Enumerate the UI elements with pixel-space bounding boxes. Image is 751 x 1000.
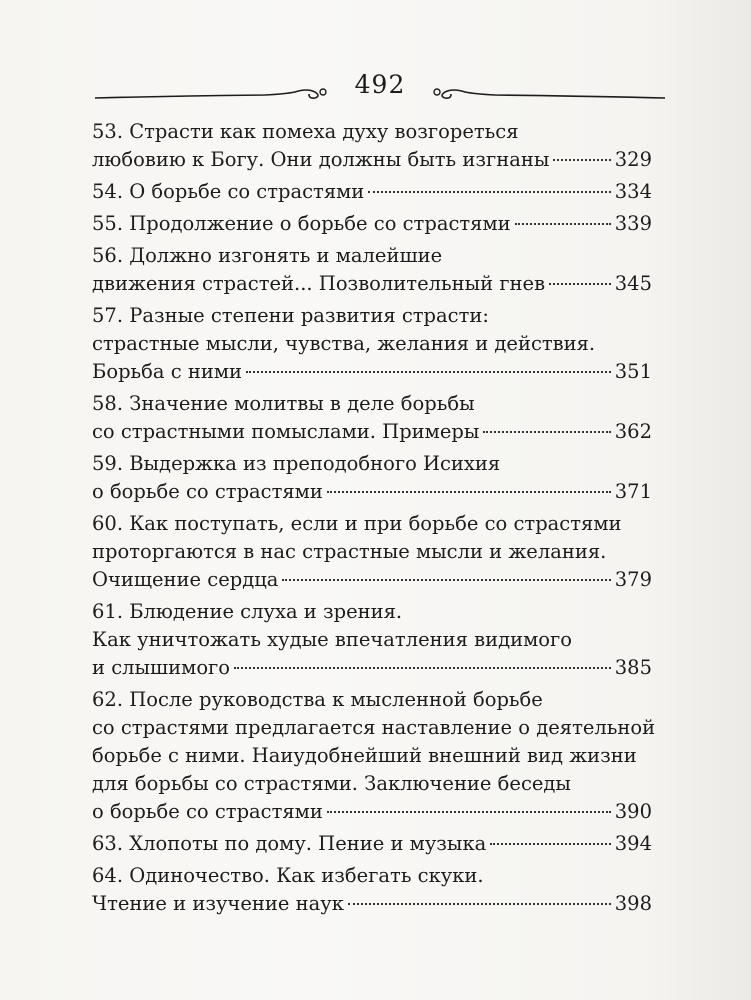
toc-entry	[92, 302, 652, 386]
dot-leader	[234, 667, 611, 669]
toc-entry-last-line	[92, 830, 652, 858]
toc-entry-line: 58. Значение молитвы в деле борьбы	[92, 392, 475, 415]
toc-entry-line: для борьбы со страстями. Заключение беседы	[92, 772, 571, 795]
toc-entry	[92, 450, 652, 506]
toc-entry	[92, 510, 652, 594]
toc-entry-line: 61. Блюдение слуха и зрения.	[92, 600, 403, 623]
toc-entry-last-line	[92, 178, 652, 206]
toc-entry-last-line	[92, 566, 652, 594]
toc-entry-page-number: 385	[614, 656, 652, 679]
page-header	[95, 60, 665, 120]
toc-entry-line: со страстями предлагается наставление о деятельной	[92, 716, 656, 739]
toc-entry-last-line	[92, 270, 652, 298]
toc-entry-line: Очищение сердца	[92, 568, 279, 591]
toc-entry-last-line	[92, 798, 652, 826]
toc-entry	[92, 178, 652, 206]
toc-entry-page-number: 398	[614, 892, 652, 915]
toc-entry-line: 56. Должно изгонять и малейшие	[92, 244, 443, 267]
toc-entry-line: о борьбе со страстями	[92, 800, 323, 823]
toc-entry-line: борьбе с ними. Наиудобнейший внешний вид жизни	[92, 744, 637, 767]
toc-entry-line: 64. Одиночество. Как избегать скуки.	[92, 864, 484, 887]
dot-leader	[246, 371, 611, 373]
toc-entry-page-number: 329	[614, 148, 652, 171]
toc-entry-line: 63. Хлопоты по дому. Пение и музыка	[92, 832, 487, 855]
toc-entry-line: любовию к Богу. Они должны быть изгнаны	[92, 148, 550, 171]
dot-leader	[348, 903, 611, 905]
toc-entry-last-line	[92, 654, 652, 682]
dot-leader	[282, 579, 610, 581]
table-of-contents	[92, 118, 656, 922]
toc-entry-line: 54. О борьбе со страстями	[92, 180, 365, 203]
toc-entry-page-number: 371	[614, 480, 652, 503]
toc-entry	[92, 390, 652, 446]
toc-entry-line: 59. Выдержка из преподобного Исихия	[92, 452, 501, 475]
dot-leader	[515, 223, 611, 225]
toc-entry-line: Чтение и изучение наук	[92, 892, 344, 915]
toc-entry-page-number: 351	[614, 360, 652, 383]
page-number: 492	[354, 70, 406, 99]
toc-entry	[92, 242, 652, 298]
toc-entry	[92, 686, 656, 826]
toc-entry-line: страстные мысли, чувства, желания и действия.	[92, 332, 596, 355]
dot-leader	[553, 159, 610, 161]
toc-entry-line: о борьбе со страстями	[92, 480, 323, 503]
toc-entry-line: 57. Разные степени развития страсти:	[92, 304, 489, 327]
dot-leader	[490, 843, 611, 845]
toc-entry-line: и слышимого	[92, 656, 231, 679]
toc-entry-line: 53. Страсти как помеха духу возгореться	[92, 120, 519, 143]
toc-entry-line: 60. Как поступать, если и при борьбе со страстями	[92, 512, 622, 535]
toc-entry	[92, 118, 652, 174]
toc-entry	[92, 210, 652, 238]
toc-entry-line: Борьба с ними	[92, 360, 243, 383]
toc-entry-last-line	[92, 210, 652, 238]
toc-entry-line: 55. Продолжение о борьбе со страстями	[92, 212, 511, 235]
toc-entry-page-number: 379	[614, 568, 652, 591]
dot-leader	[368, 191, 610, 193]
dot-leader	[549, 283, 611, 285]
right-ornament-icon	[430, 86, 665, 104]
toc-entry-last-line	[92, 358, 652, 386]
toc-entry-last-line	[92, 890, 652, 918]
toc-entry-last-line	[92, 478, 652, 506]
toc-entry-page-number: 345	[614, 272, 652, 295]
dot-leader	[327, 491, 611, 493]
toc-entry-line: со страстными помыслами. Примеры	[92, 420, 480, 443]
toc-entry-page-number: 339	[614, 212, 652, 235]
dot-leader	[327, 811, 611, 813]
toc-entry	[92, 830, 652, 858]
toc-entry-page-number: 390	[614, 800, 652, 823]
toc-entry-line: проторгаются в нас страстные мысли и желания.	[92, 540, 607, 563]
toc-entry-line: движения страстей... Позволительный гнев	[92, 272, 546, 295]
toc-entry-page-number: 394	[614, 832, 652, 855]
toc-entry-page-number: 334	[614, 180, 652, 203]
toc-entry	[92, 862, 652, 918]
toc-entry-line: Как уничтожать худые впечатления видимого	[92, 628, 572, 651]
toc-entry	[92, 598, 652, 682]
dot-leader	[483, 431, 610, 433]
toc-entry-last-line	[92, 146, 652, 174]
toc-entry-last-line	[92, 418, 652, 446]
toc-entry-line: 62. После руководства к мысленной борьбе	[92, 688, 543, 711]
toc-entry-page-number: 362	[614, 420, 652, 443]
